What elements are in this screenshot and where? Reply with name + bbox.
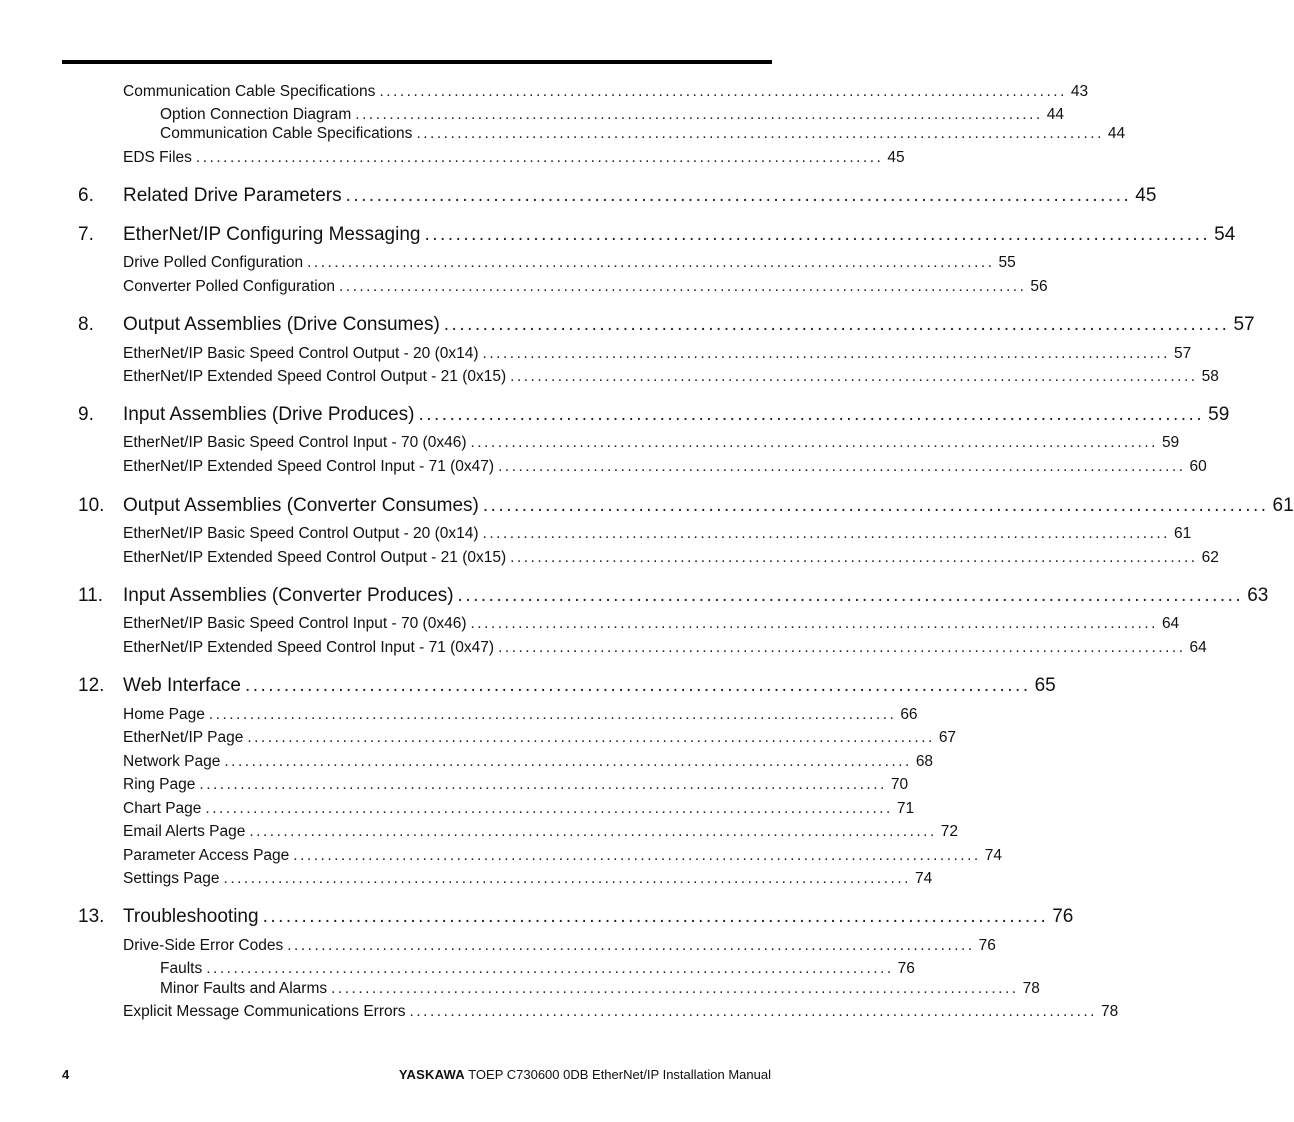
- toc-entry[interactable]: [0, 148, 905, 168]
- toc-entry-title: EtherNet/IP Basic Speed Control Output - 20 (0x14): [123, 525, 479, 542]
- toc-entry-title: Drive-Side Error Codes: [123, 937, 284, 954]
- toc-section-number: 6.: [78, 185, 94, 206]
- toc-entry-title: EtherNet/IP Basic Speed Control Input - 70 (0x46): [123, 615, 467, 632]
- toc-entry-title: Troubleshooting: [123, 906, 259, 927]
- toc-entry-page: 44: [1107, 125, 1126, 142]
- toc-section-number: 8.: [78, 314, 94, 335]
- toc-entry-title: EtherNet/IP Extended Speed Control Output - 21 (0x15): [123, 368, 507, 385]
- toc-entry-page: 60: [1189, 458, 1207, 475]
- toc-section-number: 11.: [78, 585, 104, 606]
- dot-leader: .....................................................................................................: [443, 314, 1230, 335]
- toc-section[interactable]: [0, 584, 1269, 608]
- toc-entry[interactable]: [0, 614, 1180, 634]
- toc-entry-title: Web Interface: [123, 675, 241, 696]
- toc-section-number: 10.: [78, 495, 105, 516]
- toc-entry[interactable]: [0, 936, 996, 956]
- toc-entry-title: Input Assemblies (Drive Produces): [123, 404, 415, 425]
- dot-leader: .....................................................................................................: [195, 149, 884, 166]
- dot-leader: .....................................................................................................: [416, 125, 1104, 142]
- toc-entry[interactable]: [0, 1002, 1119, 1022]
- toc-entry[interactable]: [0, 124, 1126, 144]
- dot-leader: .....................................................................................................: [247, 729, 935, 746]
- toc-section[interactable]: [0, 313, 1255, 337]
- dot-leader: .....................................................................................................: [224, 753, 912, 770]
- dot-leader: .....................................................................................................: [510, 368, 1198, 385]
- toc-entry-page: 78: [1022, 980, 1040, 997]
- toc-section-number: 12.: [78, 675, 105, 696]
- toc-entry-page: 43: [1070, 83, 1089, 100]
- toc-entry-title: EtherNet/IP Extended Speed Control Input - 71 (0x47): [123, 458, 495, 475]
- toc-section-number: 7.: [78, 224, 94, 245]
- toc-entry[interactable]: [0, 548, 1219, 568]
- toc-entry-page: 71: [896, 800, 915, 817]
- toc-entry-title: EtherNet/IP Basic Speed Control Output - 20 (0x14): [123, 345, 479, 362]
- toc-entry[interactable]: [0, 638, 1207, 658]
- toc-entry-title: Option Connection Diagram: [160, 106, 352, 123]
- toc-entry-page: 74: [984, 847, 1002, 864]
- toc-entry[interactable]: [0, 457, 1207, 477]
- toc-entry-title: Related Drive Parameters: [123, 185, 342, 206]
- toc-entry-title: Explicit Message Communications Errors: [123, 1003, 406, 1020]
- toc-entry-page: 78: [1101, 1003, 1119, 1020]
- toc-entry-title: Converter Polled Configuration: [123, 278, 335, 295]
- dot-leader: .....................................................................................................: [409, 1003, 1097, 1020]
- toc-entry-page: 56: [1030, 278, 1048, 295]
- toc-entry-page: 61: [1272, 495, 1294, 516]
- dot-leader: .....................................................................................................: [498, 458, 1186, 475]
- toc-entry-title: Communication Cable Specifications: [160, 125, 413, 142]
- toc-section[interactable]: [0, 905, 1074, 929]
- toc-entry-page: 45: [1135, 185, 1157, 206]
- toc-section[interactable]: [0, 403, 1230, 427]
- footer-page-number: 4: [62, 1067, 70, 1082]
- toc-entry-page: 45: [887, 149, 905, 166]
- toc-entry[interactable]: [0, 979, 1040, 999]
- toc-section-number: 13.: [78, 906, 105, 927]
- dot-leader: .....................................................................................................: [205, 800, 893, 817]
- toc-entry-page: 64: [1161, 615, 1180, 632]
- toc-entry-title: Drive Polled Configuration: [123, 254, 304, 271]
- toc-entry-title: EtherNet/IP Page: [123, 729, 244, 746]
- dot-leader: .....................................................................................................: [498, 639, 1186, 656]
- toc-entry[interactable]: [0, 433, 1180, 453]
- toc-entry-page: 64: [1189, 639, 1207, 656]
- dot-leader: .....................................................................................................: [244, 675, 1031, 696]
- toc-entry-title: EtherNet/IP Extended Speed Control Input - 71 (0x47): [123, 639, 495, 656]
- toc-entry-page: 70: [890, 776, 909, 793]
- dot-leader: .....................................................................................................: [482, 495, 1269, 516]
- dot-leader: .....................................................................................................: [199, 776, 887, 793]
- footer-manual-title: TOEP C730600 0DB EtherNet/IP Installation Manual: [468, 1067, 771, 1082]
- toc-section[interactable]: [0, 674, 1056, 698]
- toc-entry-page: 62: [1201, 549, 1219, 566]
- dot-leader: .....................................................................................................: [355, 106, 1043, 123]
- toc-entry-title: Settings Page: [123, 870, 220, 887]
- dot-leader: .....................................................................................................: [208, 706, 897, 723]
- toc-entry[interactable]: [0, 82, 1089, 102]
- dot-leader: .....................................................................................................: [482, 525, 1170, 542]
- toc-entry-page: 57: [1233, 314, 1255, 335]
- toc-entry[interactable]: [0, 752, 934, 772]
- toc-entry-page: 59: [1161, 434, 1180, 451]
- toc-entry[interactable]: [0, 524, 1192, 544]
- toc-section-number: 9.: [78, 404, 94, 425]
- toc-entry-page: 76: [1052, 906, 1074, 927]
- dot-leader: .....................................................................................................: [287, 937, 975, 954]
- dot-leader: .....................................................................................................: [223, 870, 911, 887]
- toc-entry[interactable]: [0, 775, 909, 795]
- toc-entry-page: 58: [1201, 368, 1219, 385]
- toc-entry-title: EtherNet/IP Basic Speed Control Input - 70 (0x46): [123, 434, 467, 451]
- toc-entry-title: Email Alerts Page: [123, 823, 246, 840]
- toc-entry-title: Communication Cable Specifications: [123, 83, 376, 100]
- toc-entry-page: 72: [940, 823, 959, 840]
- toc-entry-title: EtherNet/IP Extended Speed Control Output - 21 (0x15): [123, 549, 507, 566]
- toc-entry[interactable]: [0, 799, 915, 819]
- toc-entry[interactable]: [0, 253, 1016, 273]
- dot-leader: .....................................................................................................: [331, 980, 1019, 997]
- toc-entry-title: Output Assemblies (Converter Consumes): [123, 495, 479, 516]
- dot-leader: .....................................................................................................: [424, 224, 1211, 245]
- toc-entry-title: EtherNet/IP Configuring Messaging: [123, 224, 421, 245]
- toc-entry[interactable]: [0, 822, 959, 842]
- toc-entry-page: 67: [938, 729, 957, 746]
- toc-entry-page: 68: [915, 753, 934, 770]
- toc-entry-page: 54: [1214, 224, 1236, 245]
- toc-entry-page: 59: [1208, 404, 1230, 425]
- toc-entry-page: 61: [1174, 525, 1192, 542]
- dot-leader: .....................................................................................................: [307, 254, 995, 271]
- toc-entry-title: Faults: [160, 960, 203, 977]
- toc-entry-page: 55: [998, 254, 1016, 271]
- toc-entry-title: Home Page: [123, 706, 205, 723]
- dot-leader: .....................................................................................................: [470, 434, 1158, 451]
- toc-entry[interactable]: [0, 846, 1002, 866]
- dot-leader: .....................................................................................................: [470, 615, 1158, 632]
- toc-entry[interactable]: [0, 344, 1192, 364]
- toc-entry-title: Ring Page: [123, 776, 196, 793]
- toc-entry-title: Minor Faults and Alarms: [160, 980, 328, 997]
- dot-leader: .....................................................................................................: [206, 960, 894, 977]
- toc-entry-title: EDS Files: [123, 149, 192, 166]
- toc-entry-title: Chart Page: [123, 800, 202, 817]
- dot-leader: .....................................................................................................: [293, 847, 981, 864]
- toc-entry-title: Network Page: [123, 753, 221, 770]
- dot-leader: .....................................................................................................: [457, 585, 1244, 606]
- toc-section[interactable]: [0, 223, 1236, 247]
- toc-entry-title: Parameter Access Page: [123, 847, 290, 864]
- toc-entry-page: 74: [914, 870, 933, 887]
- toc-entry[interactable]: [0, 105, 1064, 125]
- footer-document-title: [399, 1066, 771, 1084]
- toc-entry-page: 76: [897, 960, 915, 977]
- toc-entry[interactable]: [0, 959, 915, 979]
- toc-entry-page: 57: [1174, 345, 1192, 362]
- toc-entry[interactable]: [0, 728, 957, 748]
- toc-entry-page: 76: [978, 937, 996, 954]
- toc-section[interactable]: [0, 184, 1157, 208]
- footer-brand: YASKAWA: [398, 1067, 465, 1082]
- toc-entry[interactable]: [0, 277, 1048, 297]
- toc-section[interactable]: [0, 494, 1294, 518]
- toc-entry-page: 63: [1247, 585, 1269, 606]
- dot-leader: .....................................................................................................: [249, 823, 937, 840]
- dot-leader: .....................................................................................................: [379, 83, 1067, 100]
- toc-entry-page: 65: [1034, 675, 1056, 696]
- dot-leader: .....................................................................................................: [510, 549, 1198, 566]
- dot-leader: .....................................................................................................: [482, 345, 1170, 362]
- dot-leader: .....................................................................................................: [262, 906, 1049, 927]
- toc-entry-page: 44: [1046, 106, 1064, 123]
- toc-entry-page: 66: [900, 706, 918, 723]
- toc-entry-title: Input Assemblies (Converter Produces): [123, 585, 454, 606]
- page-footer: [0, 1066, 864, 1084]
- dot-leader: .....................................................................................................: [345, 185, 1132, 206]
- toc-entry[interactable]: [0, 869, 933, 889]
- toc-entry[interactable]: [0, 367, 1219, 387]
- dot-leader: .....................................................................................................: [418, 404, 1205, 425]
- dot-leader: .....................................................................................................: [338, 278, 1027, 295]
- toc-entry[interactable]: [0, 705, 918, 725]
- toc-entry-title: Output Assemblies (Drive Consumes): [123, 314, 440, 335]
